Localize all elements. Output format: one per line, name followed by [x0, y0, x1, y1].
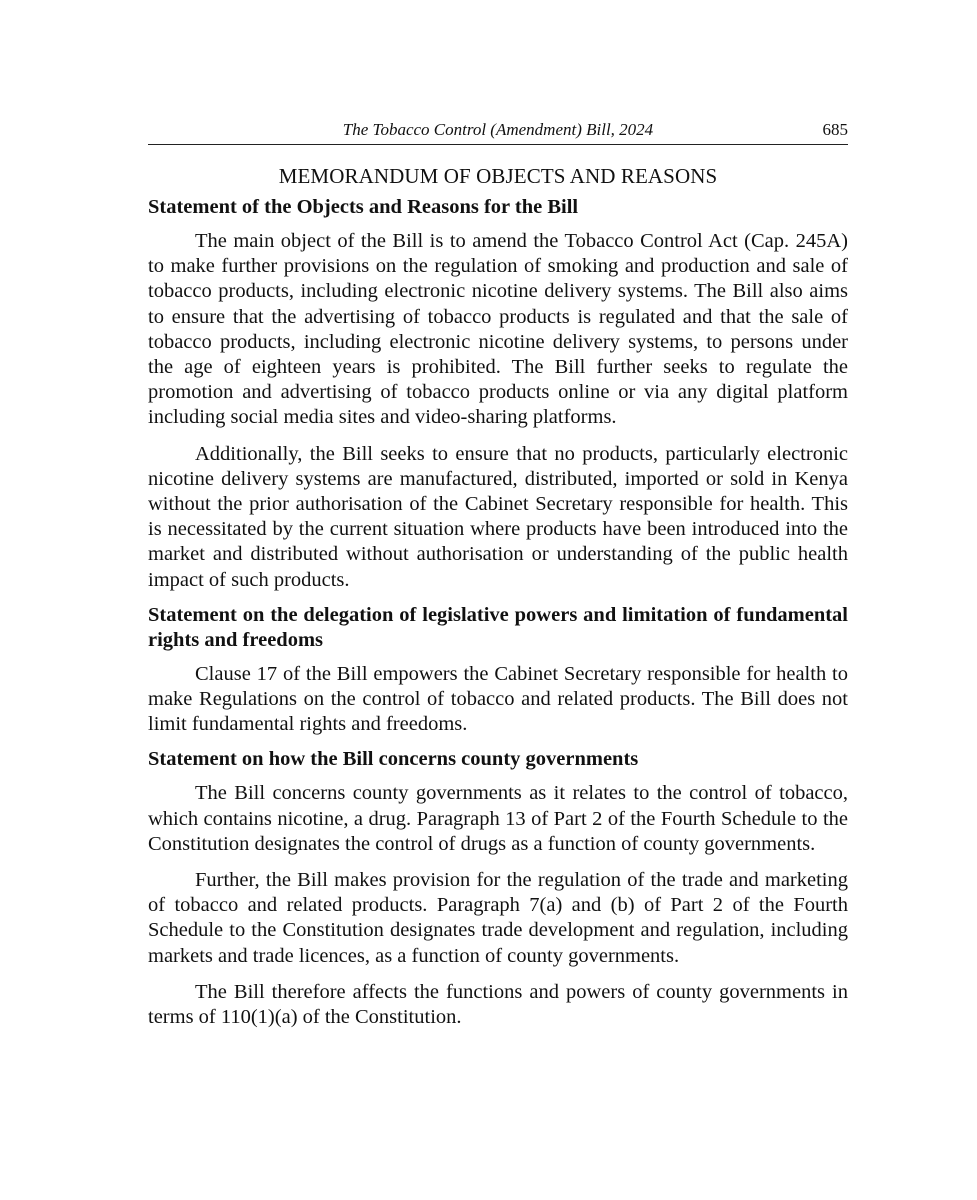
section-heading-delegation: Statement on the delegation of legislative powers and limitation of fundamental rights and freedoms: [148, 603, 848, 651]
paragraph: Additionally, the Bill seeks to ensure that no products, particularly electronic nicotine delivery systems are manufactured, distributed, imported or sold in Kenya without the prior authorisation of the Cabinet Secretary responsible for health. This is necessitated by the current situation where products have been introduced into the market and distributed without authorisation or understanding of the public health impact of such products.: [148, 442, 848, 591]
page-number: 685: [822, 120, 848, 139]
paragraph: The Bill concerns county governments as it relates to the control of tobacco, which contains nicotine, a drug. Paragraph 13 of Part 2 of the Fourth Schedule to the Constitution designates the control of drugs as a function of county governments.: [148, 782, 848, 855]
paragraph: The Bill therefore affects the functions and powers of county governments in terms of 110(1)(a) of the Constitution.: [148, 980, 848, 1029]
running-title: The Tobacco Control (Amendment) Bill, 2024: [342, 120, 654, 139]
paragraph: The main object of the Bill is to amend the Tobacco Control Act (Cap. 245A) to make further provisions on the regulation of smoking and production and sale of tobacco products, including electronic nicotine delivery systems. The Bill also aims to ensure that the advertising of tobacco products is regulated and that the sale of tobacco products, including electronic nicotine delivery systems, to persons under the age of eighteen years is prohibited. The Bill further seeks to regulate the promotion and advertising of tobacco products online or via any digital platform including social media sites and video-sharing platforms.: [148, 230, 848, 429]
section-heading-county: Statement on how the Bill concerns county governments: [148, 748, 639, 771]
paragraph: Clause 17 of the Bill empowers the Cabinet Secretary responsible for health to make Regulations on the control of tobacco and related products. The Bill does not limit fundamental rights and freedoms.: [148, 662, 848, 736]
memorandum-title: MEMORANDUM OF OBJECTS AND REASONS: [278, 164, 718, 188]
paragraph: Further, the Bill makes provision for the regulation of the trade and marketing of tobacco and related products. Paragraph 7(a) and (b) of Part 2 of the Fourth Schedule to the Constitution designates trade development and regulation, including markets and trade licences, as a function of county governments.: [148, 869, 848, 967]
section-heading-objects: Statement of the Objects and Reasons for the Bill: [148, 196, 579, 218]
running-header: [148, 118, 848, 145]
document-page: [148, 118, 848, 1030]
